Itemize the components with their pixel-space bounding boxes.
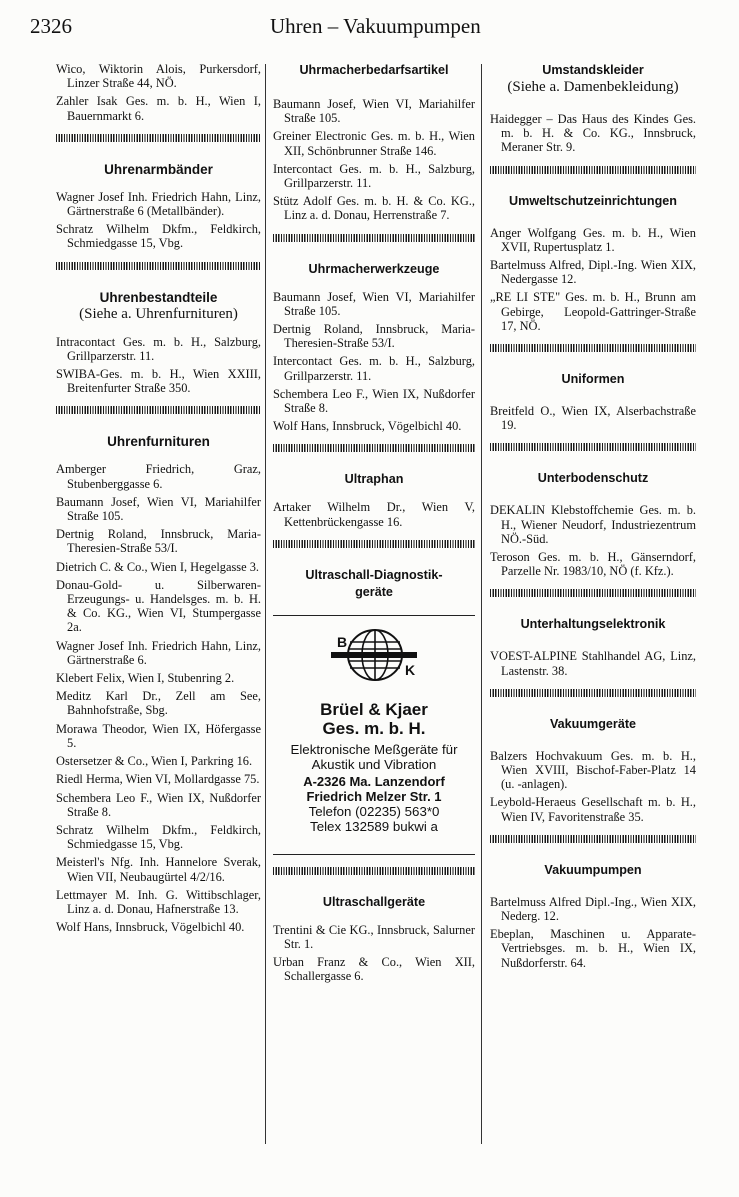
listing-entry: Donau-Gold- u. Silberwaren-Erzeugungs- u. Handelsges. m. b. H. & Co. KG., Wien VI, Stumpergasse 2a. (56, 577, 261, 635)
column-2 (273, 62, 475, 988)
listing-entry: Haidegger – Das Haus des Kindes Ges. m. b. H. & Co. KG., Innsbruck, Meraner Str. 9. (490, 112, 696, 155)
section-heading: Uhrmacherwerkzeuge (308, 261, 440, 276)
listing-entry: Baumann Josef, Wien VI, Mariahilfer Straße 105. (273, 289, 475, 318)
section-separator (273, 444, 475, 452)
section-heading: Unterhaltungselektronik (520, 617, 666, 632)
globe-logo-icon (319, 628, 429, 684)
listing-entry: Intracontact Ges. m. b. H., Salzburg, Grillparzerstr. 11. (56, 334, 261, 363)
listing-entry: Schratz Wilhelm Dkfm., Feldkirch, Schmiedgasse 15, Vbg. (56, 222, 261, 251)
listing-entry: Breitfeld O., Wien IX, Alserbachstraße 19. (490, 404, 696, 433)
listing-entry: „RE LI STE" Ges. m. b. H., Brunn am Gebirge, Leopold-Gattringer-Straße 17, NÖ. (490, 290, 696, 333)
section-heading: Uhrmacherbedarfsartikel (299, 63, 449, 77)
section-separator (490, 689, 696, 697)
listing-entry: Stütz Adolf Ges. m. b. H. & Co. KG., Linz a. d. Donau, Herrenstraße 7. (273, 194, 475, 223)
section-separator (273, 867, 475, 875)
listing-entry: Riedl Herma, Wien VI, Mollardgasse 75. (56, 772, 260, 787)
listing-entry: Baumann Josef, Wien VI, Mariahilfer Straße 105. (273, 97, 475, 126)
logo-letter-k: K (405, 661, 416, 678)
listing-entry: Klebert Felix, Wien I, Stubenring 2. (56, 671, 235, 686)
listing-entry: Dietrich C. & Co., Wien I, Hegelgasse 3. (56, 559, 259, 574)
column-3 (490, 62, 696, 974)
section-heading: Uniformen (561, 372, 625, 387)
ad-company-name: Brüel & Kjaer Ges. m. b. H. (320, 699, 428, 738)
listing-entry: SWIBA-Ges. m. b. H., Wien XXIII, Breitenfurter Straße 350. (56, 367, 261, 396)
section-heading: Ultraschall-Diagnostik-geräte (305, 567, 443, 599)
listing-entry: Wico, Wiktorin Alois, Purkersdorf, Linzer Straße 44, NÖ. (56, 62, 261, 91)
ad-phone: Telefon (02235) 563*0 (308, 803, 440, 819)
section-separator (56, 406, 261, 414)
ad-telex: Telex 132589 bukwi a (310, 818, 438, 834)
listing-entry: Meisterl's Nfg. Inh. Hannelore Sverak, Wien VII, Neubaugürtel 4/2/16. (56, 855, 261, 884)
page-header (30, 14, 725, 44)
page-title: Uhren – Vakuumpumpen (270, 14, 481, 38)
listing-entry: Ebeplan, Maschinen u. Apparate-Vertriebsges. m. b. H., Wien IX, Nußdorferstr. 64. (490, 927, 696, 970)
ad-border-bottom (273, 854, 475, 855)
logo-letter-b: B (337, 633, 348, 650)
page-number: 2326 (30, 14, 72, 38)
listing-entry: Urban Franz & Co., Wien XII, Schallergasse 6. (273, 955, 475, 984)
section-heading: Uhrenfurnituren (107, 434, 210, 450)
listing-entry: Wagner Josef Inh. Friedrich Hahn, Linz, Gärtnerstraße 6. (56, 638, 261, 667)
section-subheading: (Siehe a. Damenbekleidung) (507, 79, 679, 95)
column-1 (56, 62, 261, 938)
section-heading: Uhrenarmbänder (104, 161, 213, 177)
section-heading: Umstandskleider (542, 63, 644, 77)
ad-description: Elektronische Meßgeräte für Akustik und Vibration (290, 741, 458, 772)
listing-entry: Teroson Ges. m. b. H., Gänserndorf, Parzelle Nr. 1983/10, NÖ (f. Kfz.). (490, 550, 696, 579)
section-heading: Ultraphan (344, 472, 404, 487)
column-divider (265, 64, 266, 1144)
listing-entry: Baumann Josef, Wien VI, Mariahilfer Straße 105. (56, 494, 261, 524)
section-heading: Vakuumpumpen (544, 862, 642, 877)
listing-entry: Wagner Josef Inh. Friedrich Hahn, Linz, Gärtnerstraße 6 (Metallbänder). (56, 189, 261, 219)
section-heading: Unterbodenschutz (537, 471, 649, 486)
section-separator (56, 262, 261, 270)
listing-entry: Lettmayer M. Inh. G. Wittibschlager, Linz a. d. Donau, Hafnerstraße 13. (56, 887, 261, 916)
advertisement (273, 628, 475, 834)
ad-address: A-2326 Ma. Lanzendorf Friedrich Melzer Str. 1 (303, 773, 445, 804)
listing-entry: Leybold-Heraeus Gesellschaft m. b. H., Wien IV, Favoritenstraße 35. (490, 795, 696, 824)
listing-entry: Schratz Wilhelm Dkfm., Feldkirch, Schmiedgasse 15, Vbg. (56, 822, 261, 852)
section-separator (490, 589, 696, 597)
listing-entry: Anger Wolfgang Ges. m. b. H., Wien XVII, Rupertusplatz 1. (490, 225, 696, 254)
listing-entry: Ostersetzer & Co., Wien I, Parkring 16. (56, 754, 253, 769)
section-separator (490, 835, 696, 843)
listing-entry: Schembera Leo F., Wien IX, Nußdorfer Straße 8. (56, 790, 261, 819)
listing-entry: Wolf Hans, Innsbruck, Vögelbichl 40. (273, 419, 462, 434)
listing-entry: Dertnig Roland, Innsbruck, Maria-Theresien-Straße 53/I. (273, 322, 475, 351)
listing-entry: Schembera Leo F., Wien IX, Nußdorfer Straße 8. (273, 386, 475, 416)
listing-entry: Intercontact Ges. m. b. H., Salzburg, Grillparzerstr. 11. (273, 161, 475, 191)
column-divider (481, 64, 482, 1144)
section-subheading: (Siehe a. Uhrenfurnituren) (79, 305, 238, 322)
listing-entry: Trentini & Cie KG., Innsbruck, Salurner Str. 1. (273, 922, 475, 952)
section-heading: Vakuumgeräte (549, 716, 637, 731)
listing-entry: Amberger Friedrich, Graz, Stubenberggasse 6. (56, 462, 261, 491)
section-separator (490, 344, 696, 352)
listing-entry: DEKALIN Klebstoffchemie Ges. m. b. H., Wiener Neudorf, Industriezentrum NÖ.-Süd. (490, 503, 696, 546)
listing-entry: Balzers Hochvakuum Ges. m. b. H., Wien XVIII, Bischof-Faber-Platz 14 (u. -anlagen). (490, 748, 696, 792)
section-separator (490, 443, 696, 451)
listing-entry: Meditz Karl Dr., Zell am See, Bahnhofstraße, Sbg. (56, 689, 261, 718)
section-heading: Umweltschutzeinrichtungen (509, 193, 677, 208)
section-heading: Ultraschallgeräte (322, 894, 426, 909)
listing-entry: Morawa Theodor, Wien IX, Höfergasse 5. (56, 721, 261, 750)
listing-entry: Zahler Isak Ges. m. b. H., Wien I, Bauernmarkt 6. (56, 94, 261, 123)
listing-entry: VOEST-ALPINE Stahlhandel AG, Linz, Lastenstr. 38. (490, 649, 696, 678)
listing-entry: Wolf Hans, Innsbruck, Vögelbichl 40. (56, 920, 245, 935)
listing-entry: Artaker Wilhelm Dr., Wien V, Kettenbrückengasse 16. (273, 500, 475, 529)
section-heading: Uhrenbestandteile (99, 289, 218, 305)
listing-entry: Intercontact Ges. m. b. H., Salzburg, Grillparzerstr. 11. (273, 354, 475, 383)
listing-entry: Greiner Electronic Ges. m. b. H., Wien XII, Schönbrunner Straße 146. (273, 129, 475, 158)
section-separator (56, 134, 261, 142)
section-separator (490, 166, 696, 174)
listing-entry: Dertnig Roland, Innsbruck, Maria-Theresien-Straße 53/I. (56, 527, 261, 556)
listing-entry: Bartelmuss Alfred Dipl.-Ing., Wien XIX, Nederg. 12. (490, 894, 696, 924)
section-separator (273, 234, 475, 242)
listing-entry: Bartelmuss Alfred, Dipl.-Ing. Wien XIX, Nedergasse 12. (490, 258, 696, 287)
ad-border-top (273, 615, 475, 616)
section-separator (273, 540, 475, 548)
